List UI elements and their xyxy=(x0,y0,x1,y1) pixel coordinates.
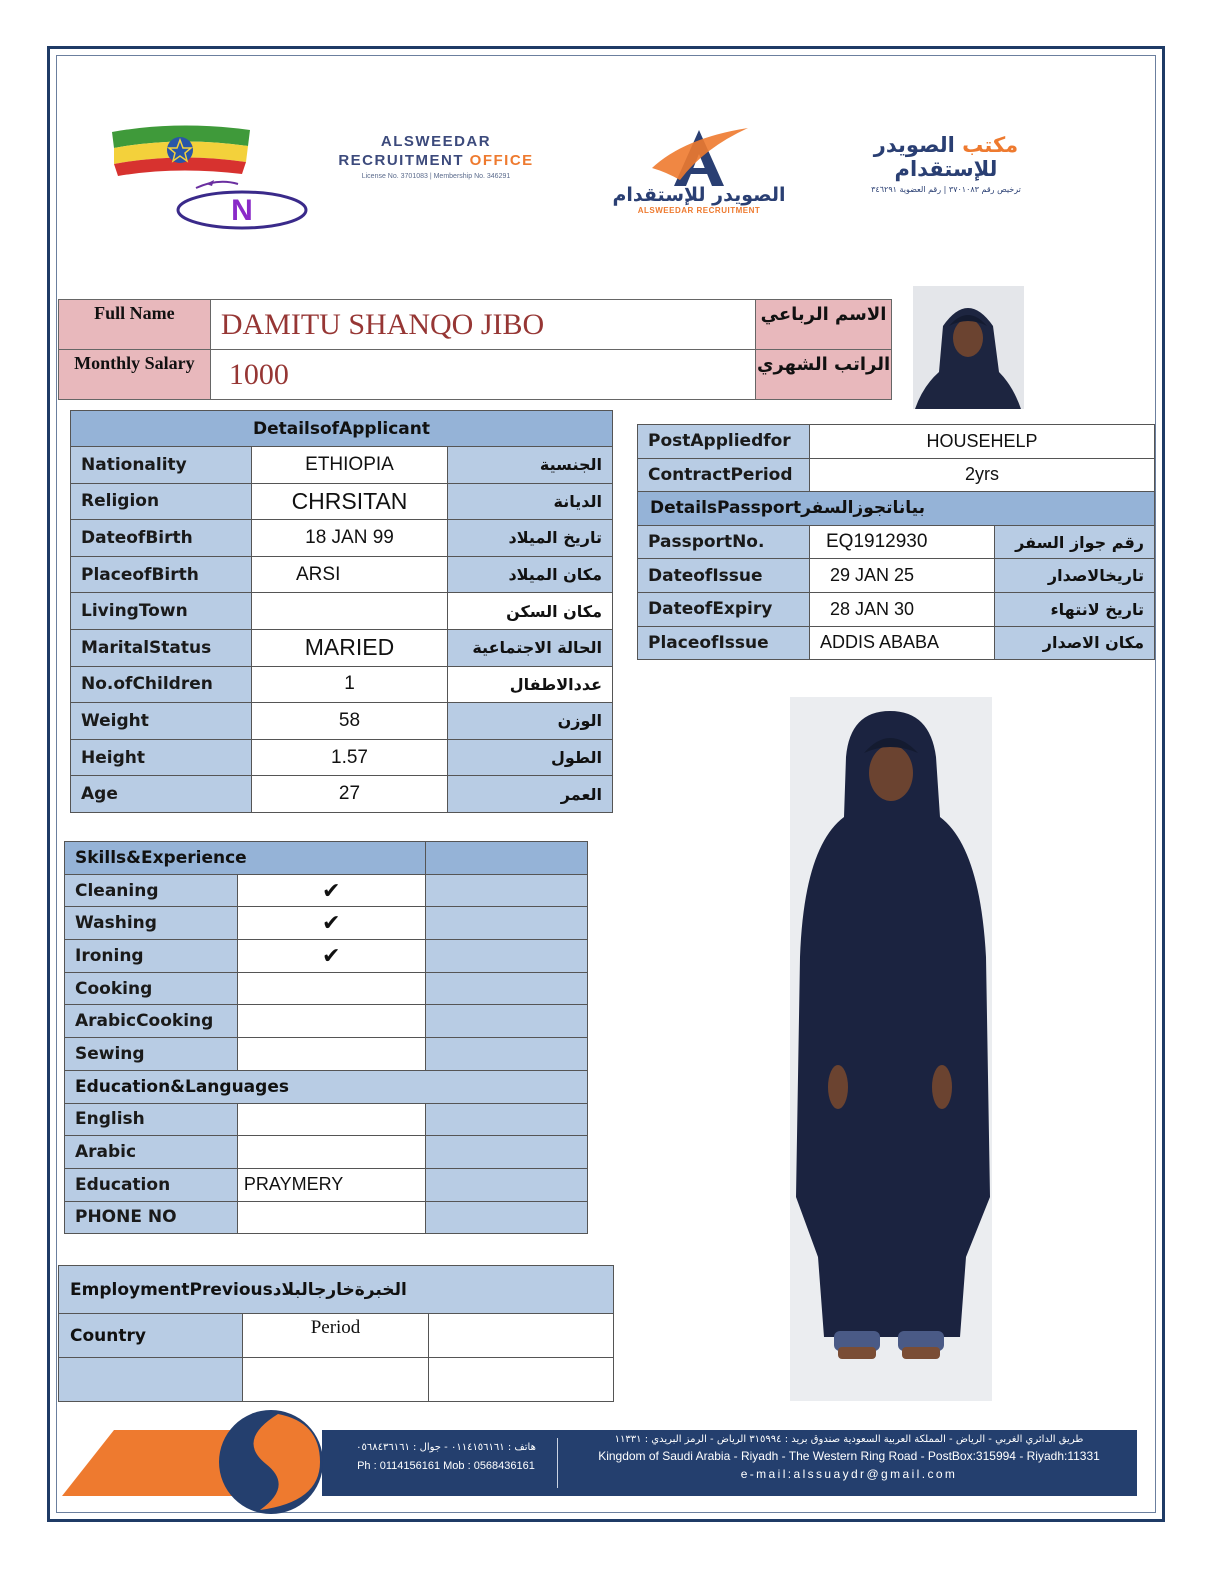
employment-empty-row xyxy=(59,1358,614,1402)
office-company-ar: الصويدر للإستقدام xyxy=(873,133,998,181)
table-row xyxy=(71,520,613,557)
company-name-line1: ALSWEEDAR xyxy=(380,133,492,150)
applicant-details-table xyxy=(70,410,613,813)
post-label: PostAppliedfor xyxy=(638,425,810,459)
edu-label: Arabic xyxy=(65,1136,238,1169)
table-row xyxy=(638,525,1155,559)
contract-label: ContractPeriod xyxy=(638,458,810,492)
office-name-ar-line xyxy=(820,133,1072,181)
full-name-row xyxy=(59,300,892,350)
passport-section-row xyxy=(638,492,1155,526)
salary-row xyxy=(59,350,892,400)
row-value: CHRSITAN xyxy=(252,483,448,520)
footer-phone-en: Ph : 0114156161 Mob : 0568436161 xyxy=(357,1460,535,1472)
full-name-label-ar: الاسم الرباعي xyxy=(756,300,892,350)
footer-contact xyxy=(346,1442,546,1472)
skill-label: Cleaning xyxy=(65,874,238,907)
education-header-row xyxy=(65,1070,588,1103)
passport-section-title: DetailsPassportبياناتجوزالسفر xyxy=(638,492,1155,526)
row-label-ar: مكان الاصدار xyxy=(995,626,1155,660)
employment-cell xyxy=(243,1358,429,1402)
table-row xyxy=(71,703,613,740)
row-value: 58 xyxy=(252,703,448,740)
skill-check xyxy=(237,1038,425,1071)
table-row xyxy=(65,972,588,1005)
skill-check: ✔ xyxy=(237,874,425,907)
row-label: Weight xyxy=(71,703,252,740)
row-label: DateofBirth xyxy=(71,520,252,557)
row-value: 29 JAN 25 xyxy=(810,559,995,593)
skills-header-row xyxy=(65,842,588,875)
edu-extra xyxy=(425,1136,587,1169)
skill-extra xyxy=(425,907,587,940)
skill-extra xyxy=(425,972,587,1005)
row-label: Age xyxy=(71,776,252,813)
name-salary-table xyxy=(58,299,892,400)
edu-extra xyxy=(425,1168,587,1201)
footer-address xyxy=(566,1434,1132,1481)
table-row xyxy=(71,556,613,593)
row-value: MARIED xyxy=(252,629,448,666)
details-title: DetailsofApplicant xyxy=(71,411,613,447)
row-label-ar: رقم جواز السفر xyxy=(995,525,1155,559)
row-value: ADDIS ABABA xyxy=(810,626,995,660)
row-label: DateofIssue xyxy=(638,559,810,593)
skill-check: ✔ xyxy=(237,907,425,940)
row-value: ARSI xyxy=(252,556,448,593)
table-row xyxy=(71,776,613,813)
edu-value xyxy=(237,1201,425,1234)
table-row xyxy=(65,1005,588,1038)
skill-label: Washing xyxy=(65,907,238,940)
edu-value: PRAYMERY xyxy=(237,1168,425,1201)
salary-label-ar: الراتب الشهري xyxy=(756,350,892,400)
employment-label-row xyxy=(59,1314,614,1358)
row-label-ar: مكان السكن xyxy=(448,593,613,630)
skill-label: Cooking xyxy=(65,972,238,1005)
company-license-en: License No. 3701083 | Membership No. 346291 xyxy=(361,173,511,180)
applicant-portrait-photo xyxy=(913,286,1024,409)
row-label-ar: الطول xyxy=(448,739,613,776)
employment-table xyxy=(58,1265,614,1402)
edu-extra xyxy=(425,1201,587,1234)
skill-label: ArabicCooking xyxy=(65,1005,238,1038)
table-row xyxy=(71,483,613,520)
skill-check xyxy=(237,972,425,1005)
period-label: Period xyxy=(243,1314,429,1358)
footer-address-ar: طريق الدائري الغربي - الرياض - المملكة العربية السعودية صندوق بريد : ٣١٥٩٩٤ الرياض - الرمز البريدي : ١١٣٣١ xyxy=(614,1434,1084,1445)
row-value: ETHIOPIA xyxy=(252,447,448,484)
full-name-value: DAMITU SHANQO JIBO xyxy=(210,300,755,350)
footer-phone-ar: هاتف : ٠١١٤١٥٦١٦١ - جوال : ٠٥٦٨٤٣٦١٦١ xyxy=(356,1442,536,1453)
skill-extra xyxy=(425,874,587,907)
row-label-ar: تاريخالاصدار xyxy=(995,559,1155,593)
employment-title: EmploymentPreviousالخبرةخارجالبلاد xyxy=(59,1266,614,1314)
row-label: Height xyxy=(71,739,252,776)
employment-cell xyxy=(429,1358,614,1402)
table-row xyxy=(65,874,588,907)
row-label-ar: تاريخ لانتهاء xyxy=(995,592,1155,626)
office-word-ar: مكتب xyxy=(962,133,1019,157)
row-label-ar: الجنسية xyxy=(448,447,613,484)
contract-period-row xyxy=(638,458,1155,492)
table-row xyxy=(65,1201,588,1234)
table-row xyxy=(71,739,613,776)
edu-label: PHONE NO xyxy=(65,1201,238,1234)
company-name-en xyxy=(322,133,550,180)
skill-check: ✔ xyxy=(237,940,425,973)
alsweedar-a-logo xyxy=(606,124,792,232)
skill-extra xyxy=(425,1005,587,1038)
row-label-ar: العمر xyxy=(448,776,613,813)
company-name-recruitment: RECRUITMENT xyxy=(338,152,464,169)
table-row xyxy=(65,1136,588,1169)
employment-cell xyxy=(429,1314,614,1358)
skill-label: Sewing xyxy=(65,1038,238,1071)
edu-label: Education xyxy=(65,1168,238,1201)
row-value xyxy=(252,593,448,630)
row-label-ar: عددالاطفال xyxy=(448,666,613,703)
edu-label: English xyxy=(65,1103,238,1136)
post-applied-row xyxy=(638,425,1155,459)
table-row xyxy=(71,666,613,703)
row-label: MaritalStatus xyxy=(71,629,252,666)
office-license-ar: ترخيص رقم ٣٧٠١٠٨٣ | رقم العضوية ٣٤٦٢٩١ xyxy=(871,185,1021,194)
row-label: PlaceofBirth xyxy=(71,556,252,593)
footer-email[interactable]: e-mail:alssuaydr@gmail.com xyxy=(740,1467,958,1481)
edu-value xyxy=(237,1136,425,1169)
table-row xyxy=(71,447,613,484)
table-row xyxy=(65,1103,588,1136)
skills-title: Skills&Experience xyxy=(65,842,426,875)
edu-extra xyxy=(425,1103,587,1136)
table-row xyxy=(71,629,613,666)
table-row xyxy=(65,940,588,973)
row-label: DateofExpiry xyxy=(638,592,810,626)
row-label-ar: الحالة الاجتماعية xyxy=(448,629,613,666)
salary-value: 1000 xyxy=(210,350,755,400)
skills-header-empty xyxy=(425,842,587,875)
row-label: Nationality xyxy=(71,447,252,484)
details-header-row xyxy=(71,411,613,447)
row-label: LivingTown xyxy=(71,593,252,630)
logo-arabic-name: الصويدر للإستقدام xyxy=(612,184,786,206)
skills-table xyxy=(64,841,588,1234)
post-value: HOUSEHELP xyxy=(810,425,1155,459)
table-row xyxy=(638,626,1155,660)
ethiopia-flag-logo xyxy=(108,122,318,234)
table-row xyxy=(65,1038,588,1071)
a-logo-icon xyxy=(644,124,754,190)
company-name-office: OFFICE xyxy=(469,152,534,169)
footer-divider xyxy=(557,1438,558,1488)
salary-label: Monthly Salary xyxy=(59,350,211,400)
country-label: Country xyxy=(59,1314,243,1358)
office-name-ar xyxy=(820,133,1072,194)
post-passport-table xyxy=(637,424,1155,660)
applicant-full-body-photo xyxy=(790,697,992,1401)
footer-circle-logo xyxy=(216,1410,326,1514)
footer-orange-shape xyxy=(62,1430,232,1496)
row-label-ar: الديانة xyxy=(448,483,613,520)
row-value: 27 xyxy=(252,776,448,813)
logo-english-name: ALSWEEDAR RECRUITMENT xyxy=(637,206,761,215)
education-title: Education&Languages xyxy=(65,1070,588,1103)
row-value: 1 xyxy=(252,666,448,703)
row-value: EQ1912930 xyxy=(810,525,995,559)
skill-extra xyxy=(425,1038,587,1071)
edu-value xyxy=(237,1103,425,1136)
table-row xyxy=(638,592,1155,626)
row-value: 28 JAN 30 xyxy=(810,592,995,626)
n-logo-letter: N xyxy=(231,194,253,227)
table-row xyxy=(638,559,1155,593)
table-row xyxy=(65,1168,588,1201)
footer-address-en: Kingdom of Saudi Arabia - Riyadh - The Western Ring Road - PostBox:315994 - Riyadh:11331 xyxy=(598,1449,1100,1463)
row-label: No.ofChildren xyxy=(71,666,252,703)
row-label-ar: مكان الميلاد xyxy=(448,556,613,593)
employment-header-row xyxy=(59,1266,614,1314)
employment-cell xyxy=(59,1358,243,1402)
company-name-line2 xyxy=(322,152,550,169)
skill-label: Ironing xyxy=(65,940,238,973)
full-name-label: Full Name xyxy=(59,300,211,350)
table-row xyxy=(65,907,588,940)
row-label: PlaceofIssue xyxy=(638,626,810,660)
row-value: 1.57 xyxy=(252,739,448,776)
skill-check xyxy=(237,1005,425,1038)
row-value: 18 JAN 99 xyxy=(252,520,448,557)
skill-extra xyxy=(425,940,587,973)
row-label: Religion xyxy=(71,483,252,520)
row-label: PassportNo. xyxy=(638,525,810,559)
row-label-ar: الوزن xyxy=(448,703,613,740)
contract-value: 2yrs xyxy=(810,458,1155,492)
row-label-ar: تاريخ الميلاد xyxy=(448,520,613,557)
table-row xyxy=(71,593,613,630)
